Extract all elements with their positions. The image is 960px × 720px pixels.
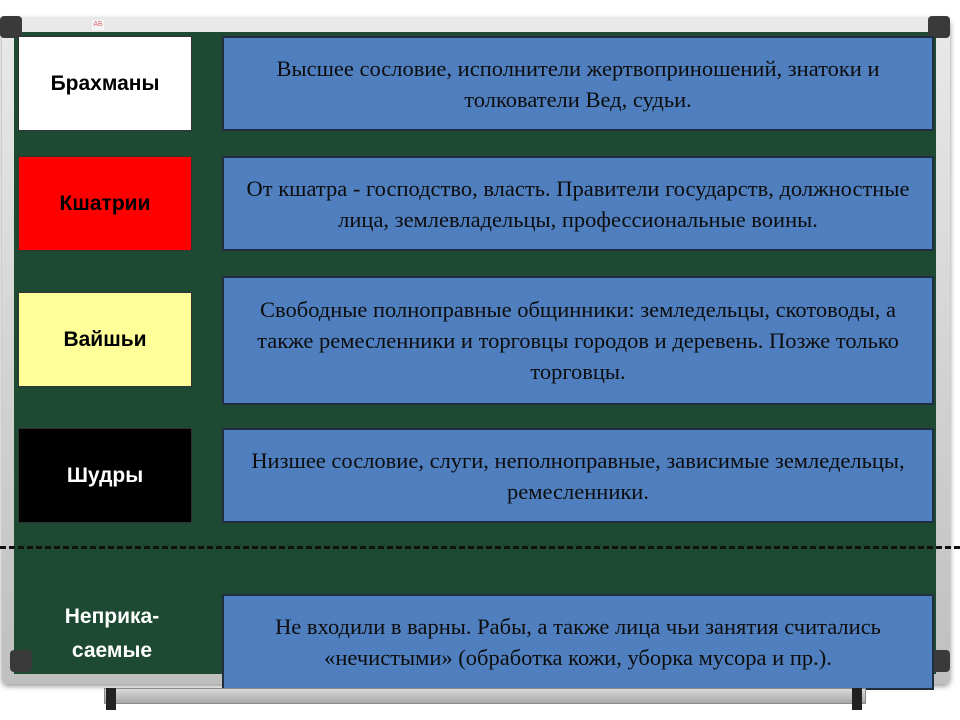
caste-label-brahmins: Брахманы [18, 36, 192, 131]
caste-description-brahmins: Высшее сословие, исполнители жертвоприношений, знатоки и толкователи Вед, судьи. [222, 36, 934, 131]
caste-label-vaishyas: Вайшьи [18, 292, 192, 387]
caste-label-shudras: Шудры [18, 428, 192, 523]
caste-description-shudras: Низшее сословие, слуги, неполноправные, зависимые земледельцы, ремесленники. [222, 428, 934, 523]
untouchables-description: Не входили в варны. Рабы, а также лица чьи занятия считались «нечистыми» (обработка кожи, уборка мусора и пр.). [222, 594, 934, 690]
frame-corner-top-right [928, 16, 950, 38]
frame-corner-top-left [0, 16, 22, 38]
untouchables-label: Неприка- саемые [64, 605, 160, 662]
marker-tray [104, 688, 866, 704]
tray-end-left [106, 688, 116, 710]
marker-badge: АБ [93, 21, 103, 28]
tray-end-right [852, 688, 862, 710]
caste-description-vaishyas: Свободные полноправные общинники: земледельцы, скотоводы, а также ремесленники и торговцы городов и деревень. Позже только торговцы. [222, 276, 934, 405]
caste-description-kshatriyas: От кшатра - господство, власть. Правители государств, должностные лица, землевладельцы, профессиональные воины. [222, 156, 934, 251]
separator-dashed-line [0, 546, 960, 549]
caste-label-kshatriyas: Кшатрии [18, 156, 192, 251]
